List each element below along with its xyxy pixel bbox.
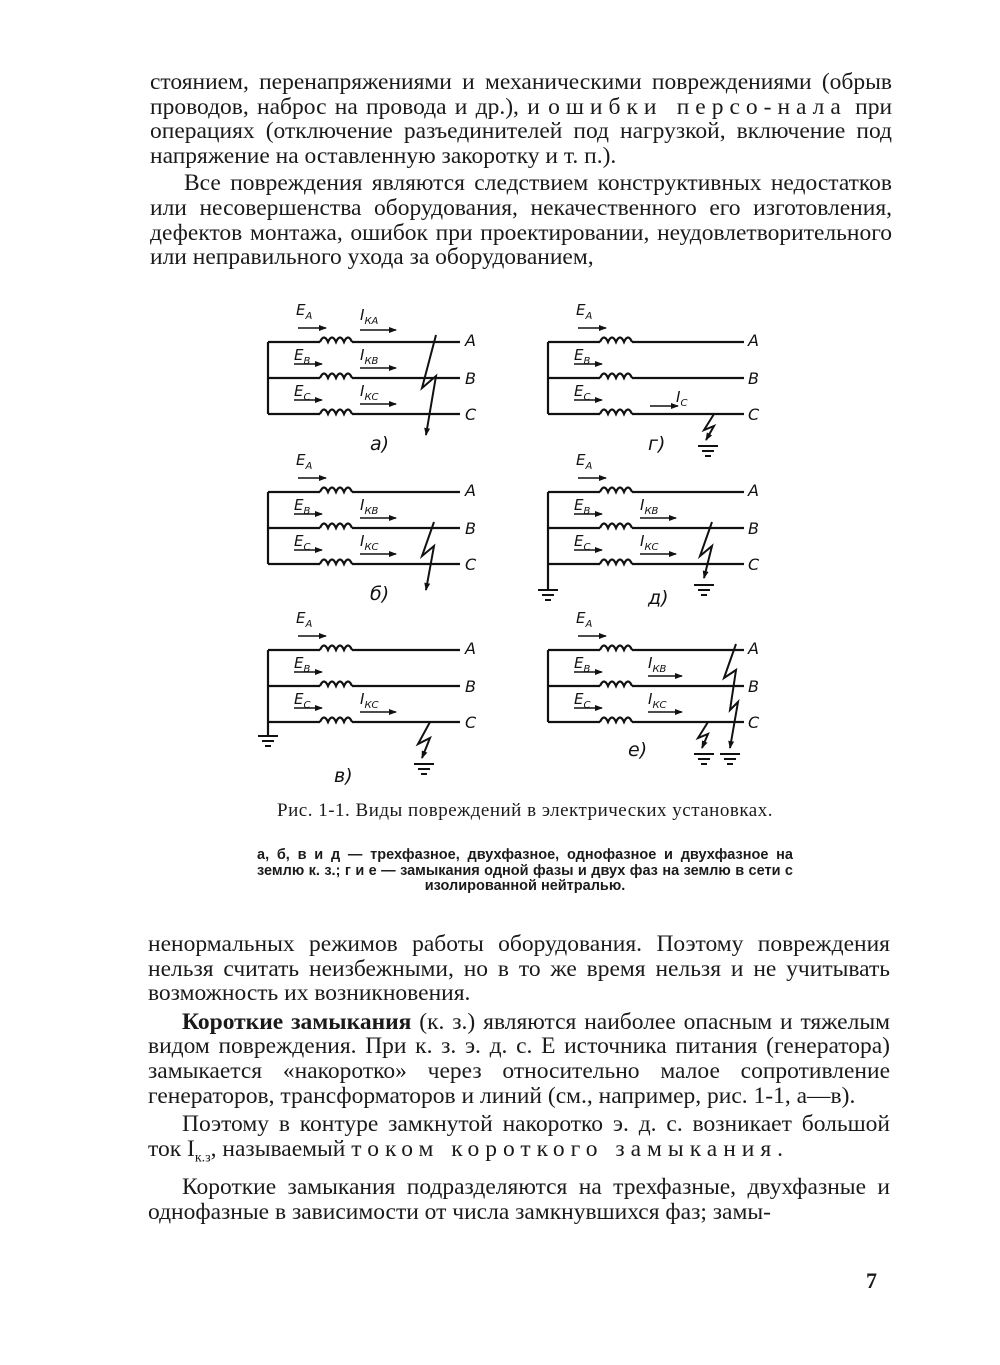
svg-text:EC: $E_C$ (294, 382, 311, 403)
svg-text:EB: $E_B$ (294, 654, 311, 675)
panel-e (548, 609, 760, 764)
svg-text:B: B (748, 519, 759, 538)
panel-d (538, 451, 760, 609)
svg-text:A: A (748, 331, 759, 350)
svg-text:EA: $E_A$ (296, 451, 313, 472)
lower-text-block (148, 932, 890, 1228)
svg-text:A: A (465, 639, 476, 658)
paragraph-4: Короткие замыкания (к. з.) являются наиболее опасным и тяжелым видом повреждения. При к. з. э. д. с. E источника питания (генератора) замыкается «накоротко» через относительно малое сопротивление генераторов, трансформаторов и линий (см., например, рис. 1-1, а—в). (148, 1008, 890, 1109)
panel-label: б) (370, 583, 390, 605)
spaced-emphasis: ошибки персо-нала (548, 93, 847, 120)
svg-text:EC: $E_C$ (294, 690, 311, 711)
svg-text:B: B (748, 677, 759, 696)
paragraph-6: Короткие замыкания подразделяются на трехфазные, двухфазные и однофазные в зависимости от числа замкнувшихся фаз; замы- (148, 1174, 890, 1225)
svg-text:A: A (748, 639, 759, 658)
panel-a (268, 301, 477, 455)
panel-v (258, 609, 477, 787)
paragraph-1: стоянием, перенапряжениями и механическими повреждениями (обрыв проводов, наброс на провода и др.), и ошибки персо-нала при операциях (отключение разъединителей под нагрузкой, включение под напряжение на оставленную закоротку и т. п.). (150, 69, 893, 169)
svg-text:C: C (465, 555, 477, 574)
paragraph-5: Поэтому в контуре замкнутой накоротко э. д. с. возникает большой ток $I_{к.з}$, называемый током короткого замыкания. (148, 1111, 890, 1166)
figure-legend: а, б, в и д — трехфазное, двухфазное, однофазное и двухфазное на землю к. з.; г и е — замыкания одной фазы и двух фаз на землю в сети с изолированной нейтралью. (257, 847, 793, 894)
svg-text:C: C (748, 555, 760, 574)
svg-text:B: B (465, 677, 476, 696)
paragraph-3: ненормальных режимов работы оборудования. Поэтому повреждения нельзя считать неизбежными, но в то же время нельзя и не учитывать возможность их возникновения. (148, 931, 890, 1007)
svg-text:A: A (465, 331, 476, 350)
svg-text:IКС: $I_{КС}$ (648, 690, 667, 711)
svg-text:C: C (748, 405, 760, 424)
svg-text:IКС: $I_{КС}$ (360, 532, 379, 553)
emf-label: $E_A$ (296, 301, 313, 322)
svg-text:B: B (465, 369, 476, 388)
svg-text:IКВ: $I_{КВ}$ (360, 346, 379, 367)
figure-fault-diagrams (230, 290, 790, 810)
svg-text:IС: $I_С$ (676, 388, 688, 409)
svg-text:EA: $E_A$ (576, 609, 593, 630)
svg-text:IКС: $I_{КС}$ (360, 690, 379, 711)
svg-text:EC: $E_C$ (294, 532, 311, 553)
panel-label: д) (648, 587, 669, 609)
svg-text:B: B (465, 519, 476, 538)
panel-g (548, 301, 760, 456)
page-number: 7 (866, 1268, 877, 1293)
svg-text:C: C (465, 713, 477, 732)
svg-text:IКС: $I_{КС}$ (360, 382, 379, 403)
svg-text:IКВ: $I_{КВ}$ (360, 496, 379, 517)
svg-text:EC: $E_C$ (574, 690, 591, 711)
spaced-term: током короткого замыкания (351, 1135, 778, 1162)
svg-text:C: C (748, 713, 760, 732)
svg-text:IКВ: $I_{КВ}$ (640, 496, 659, 517)
panel-label: е) (628, 739, 648, 761)
svg-text:A: A (465, 481, 476, 500)
svg-text:C: C (465, 405, 477, 424)
svg-text:IКА: $I_{КА}$ (360, 306, 379, 327)
circuit-diagrams (230, 290, 790, 810)
term-short-circuit: Короткие замыкания (182, 1008, 412, 1035)
panel-label: а) (370, 433, 390, 455)
svg-text:A: A (748, 481, 759, 500)
svg-text:EC: $E_C$ (574, 382, 591, 403)
svg-text:EB: $E_B$ (574, 496, 591, 517)
svg-text:IКВ: $I_{КВ}$ (648, 654, 667, 675)
svg-text:IКС: $I_{КС}$ (640, 532, 659, 553)
panel-label: г) (648, 433, 666, 455)
svg-text:EB: $E_B$ (574, 346, 591, 367)
svg-text:EB: $E_B$ (294, 346, 311, 367)
svg-text:EA: $E_A$ (296, 609, 313, 630)
panel-b (268, 451, 477, 605)
panel-label: в) (334, 765, 353, 787)
svg-text:EB: $E_B$ (294, 496, 311, 517)
paragraph-2: Все повреждения являются следствием конструктивных недостатков или несовершенства оборудования, некачественного его изготовления, дефектов монтажа, ошибок при проектировании, неудовлетворительного или неправильного ухода за оборудованием, (150, 170, 892, 271)
svg-text:B: B (748, 369, 759, 388)
svg-text:EA: $E_A$ (576, 301, 593, 322)
figure-caption: Рис. 1-1. Виды повреждений в электрических установках. (277, 800, 773, 821)
svg-text:EA: $E_A$ (576, 451, 593, 472)
svg-text:EB: $E_B$ (574, 654, 591, 675)
svg-text:EC: $E_C$ (574, 532, 591, 553)
upper-text-block (150, 70, 892, 270)
